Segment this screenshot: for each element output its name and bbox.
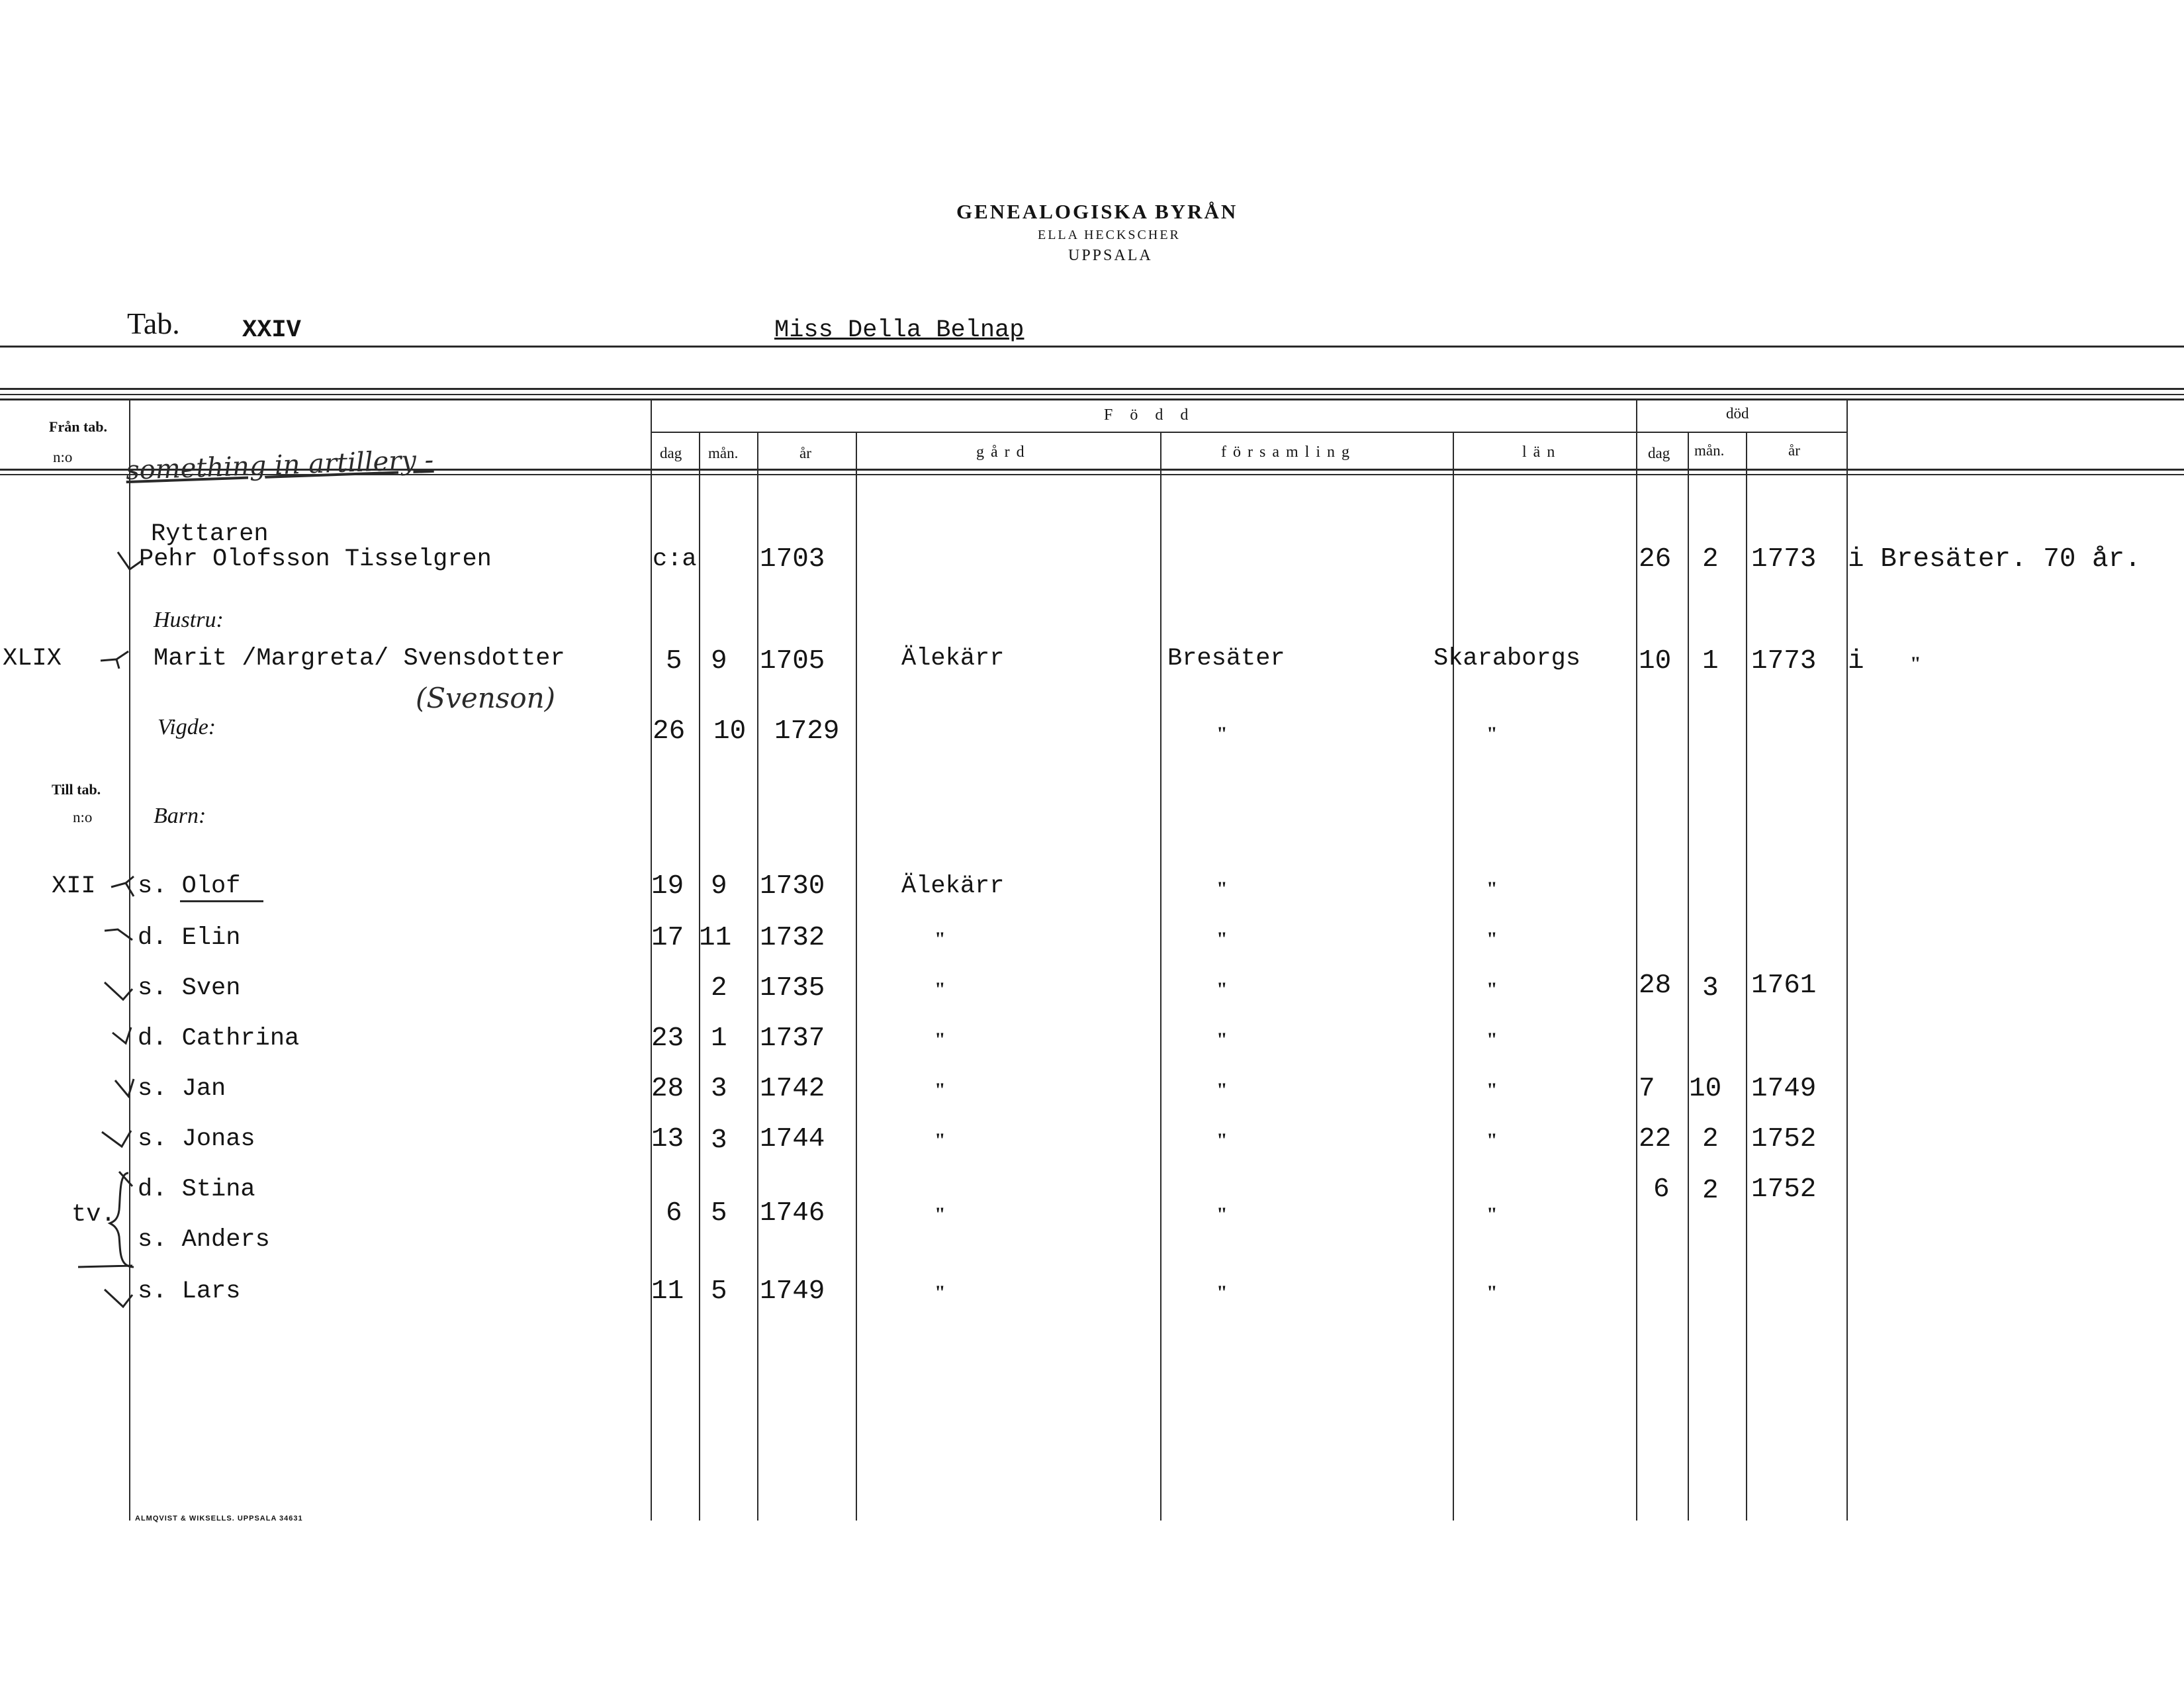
till-tab-heading: Till tab.: [52, 781, 101, 798]
bracket-icon: [73, 1170, 139, 1274]
vigde-ar: 1729: [774, 716, 840, 747]
ditto-mark: ": [1486, 978, 1498, 1000]
child-ar: 1742: [760, 1074, 825, 1104]
wife-dod-ar: 1773: [1751, 646, 1817, 677]
wife-ar: 1705: [760, 646, 825, 677]
child-dod-dag: 6: [1653, 1174, 1670, 1205]
tab-label: Tab.: [127, 306, 180, 340]
child-dag: 19: [651, 871, 684, 902]
child-dag: 28: [651, 1074, 684, 1104]
child-dod-dag: 22: [1639, 1124, 1672, 1154]
husband-dod-ar: 1773: [1751, 544, 1817, 575]
ditto-mark: ": [1486, 1282, 1498, 1303]
husband-born-ar: 1703: [760, 544, 825, 575]
ditto-mark: ": [1486, 1079, 1498, 1101]
ditto-mark: ": [1216, 1129, 1228, 1151]
ditto-mark: ": [934, 1282, 946, 1303]
letterhead-org: GENEALOGISKA BYRÅN: [956, 200, 1238, 223]
fran-nro-heading: n:o: [53, 449, 73, 465]
child-man: 2: [711, 973, 727, 1004]
child-name: s. Olof: [138, 872, 241, 900]
child-ar: 1737: [760, 1023, 825, 1054]
child-dag: 13: [651, 1124, 684, 1154]
ditto-mark: ": [1216, 1282, 1228, 1303]
wife-gard: Älekärr: [901, 645, 1005, 673]
fodd-underline: [652, 432, 1846, 433]
child-dod-ar: 1761: [1751, 970, 1817, 1001]
husband-dod-dag: 26: [1639, 544, 1672, 575]
child-dod-man: 2: [1702, 1124, 1719, 1154]
dod-dag-heading: dag: [1648, 445, 1670, 461]
ditto-mark: ": [1216, 1029, 1228, 1051]
child-ar: 1746: [760, 1198, 825, 1229]
ditto-mark: ": [1216, 1203, 1228, 1225]
ditto-mark: ": [934, 1029, 946, 1051]
handwritten-note-top: something in artillery -: [125, 444, 434, 487]
check-mark-icon: [99, 646, 130, 673]
col-line-ar: [856, 432, 857, 1521]
child-name: d. Stina: [138, 1176, 255, 1203]
ditto-mark: ": [1486, 878, 1498, 900]
dod-heading: död: [1726, 405, 1749, 422]
dod-ar-heading: år: [1788, 442, 1800, 459]
child-name: s. Anders: [138, 1226, 270, 1254]
printer-mark: ALMQVIST & WIKSELLS. UPPSALA 34631: [135, 1515, 303, 1523]
child-ar: 1730: [760, 871, 825, 902]
col-line-dag: [699, 432, 700, 1521]
ditto-mark: ": [1486, 1203, 1498, 1225]
child-name: s. Lars: [138, 1278, 241, 1305]
col-line-lan: [1636, 399, 1637, 1521]
child-man: 1: [711, 1023, 727, 1054]
child-dod-ar: 1749: [1751, 1074, 1817, 1104]
child-name: d. Elin: [138, 924, 241, 952]
child-dod-dag: 7: [1639, 1074, 1655, 1104]
child-name: s. Jan: [138, 1075, 226, 1103]
ditto-mark: ": [1486, 928, 1498, 950]
wife-dod-dag: 10: [1639, 646, 1672, 677]
tab-number: XXIV: [242, 316, 301, 344]
husband-name: Pehr Olofsson Tisselgren: [139, 545, 492, 573]
child-dag: 17: [651, 923, 684, 953]
ditto-mark: ": [934, 928, 946, 950]
check-mark-icon: [101, 1125, 134, 1152]
client-name: Miss Della Belnap: [774, 316, 1024, 344]
wife-dag: 5: [666, 646, 682, 677]
vigde-dag: 26: [653, 716, 686, 747]
husband-dod-man: 2: [1702, 544, 1719, 575]
child-man: 3: [711, 1074, 727, 1104]
child-man: 5: [711, 1198, 727, 1229]
child-dag: 11: [651, 1276, 684, 1307]
ditto-mark: ": [1486, 1029, 1498, 1051]
check-mark-icon: [103, 977, 134, 1002]
ditto-mark: ": [1216, 978, 1228, 1000]
dag-heading: dag: [660, 445, 682, 461]
child-dod-man: 10: [1689, 1074, 1722, 1104]
child-tab: XII: [52, 872, 96, 900]
ditto-mark: ": [1216, 878, 1228, 900]
col-line-dod-man: [1746, 432, 1747, 1521]
child-name-underline: [180, 900, 263, 902]
ditto-mark: ": [1486, 1129, 1498, 1151]
table-top-rule-1: [0, 388, 2184, 390]
ditto-mark: ": [934, 978, 946, 1000]
table-top-rule-3: [0, 399, 2184, 400]
letterhead-city: UPPSALA: [1068, 247, 1153, 264]
col-line-gard: [1160, 432, 1161, 1521]
check-mark-icon: [111, 1026, 135, 1049]
ditto-mark: ": [1216, 928, 1228, 950]
wife-death-note: i: [1848, 646, 1864, 677]
wife-hand-note: (Svenson): [416, 682, 556, 714]
ditto-mark: ": [1486, 723, 1498, 745]
wife-from-tab: XLIX: [3, 645, 62, 673]
child-gard: Älekärr: [901, 872, 1005, 900]
ditto-mark: ": [1216, 1079, 1228, 1101]
check-mark-icon: [110, 874, 136, 900]
fodd-heading: F ö d d: [1104, 406, 1195, 424]
child-name: d. Cathrina: [138, 1025, 300, 1053]
wife-name: Marit /Margreta/ Svensdotter: [154, 645, 565, 673]
husband-death-note: i Bresäter. 70 år.: [1848, 544, 2141, 575]
table-top-rule-2: [0, 394, 2184, 395]
twins-label: tv.: [71, 1201, 116, 1229]
child-dod-man: 3: [1702, 973, 1719, 1004]
man-heading: mån.: [708, 445, 739, 461]
child-man: 9: [711, 871, 727, 902]
ditto-mark: ": [934, 1079, 946, 1101]
child-man: 11: [699, 923, 732, 953]
vigde-man: 10: [713, 716, 747, 747]
col-line-forsamling: [1453, 432, 1454, 1521]
child-name: s. Sven: [138, 974, 241, 1002]
dod-man-heading: mån.: [1694, 442, 1725, 459]
husband-born-dag: c:a: [653, 545, 697, 573]
child-ar: 1732: [760, 923, 825, 953]
wife-lan: Skaraborgs: [1433, 645, 1581, 673]
check-mark-icon: [103, 925, 134, 945]
till-nro-heading: n:o: [73, 809, 93, 825]
child-ar: 1749: [760, 1276, 825, 1307]
letterhead-person: ELLA HECKSCHER: [1038, 228, 1181, 242]
child-dag: 6: [666, 1198, 682, 1229]
child-dag: 23: [651, 1023, 684, 1054]
col-line-name: [651, 399, 652, 1521]
child-dod-ar: 1752: [1751, 1174, 1817, 1205]
child-ar: 1735: [760, 973, 825, 1004]
check-mark-icon: [103, 1284, 134, 1311]
child-dod-man: 2: [1702, 1176, 1719, 1206]
fran-tab-heading: Från tab.: [49, 418, 107, 435]
husband-title: Ryttaren: [151, 520, 269, 548]
child-ar: 1744: [760, 1124, 825, 1154]
wife-dod-man: 1: [1702, 646, 1719, 677]
ditto-mark: ": [1910, 653, 1921, 675]
check-mark-icon: [114, 1078, 136, 1100]
barn-label: Barn:: [154, 804, 206, 828]
ditto-mark: ": [1216, 723, 1228, 745]
ditto-mark: ": [934, 1129, 946, 1151]
col-line-dod-dag: [1688, 432, 1689, 1521]
col-line-man: [757, 432, 758, 1521]
forsamling-heading: församling: [1221, 444, 1356, 461]
ditto-mark: ": [934, 1203, 946, 1225]
child-name: s. Jonas: [138, 1125, 255, 1153]
child-man: 3: [711, 1125, 727, 1156]
wife-man: 9: [711, 646, 727, 677]
ar-heading: år: [799, 445, 811, 461]
gard-heading: gård: [976, 444, 1031, 461]
check-mark-icon: [116, 547, 144, 573]
vigde-label: Vigde:: [158, 715, 216, 739]
tab-rule: [0, 346, 2184, 348]
child-dod-dag: 28: [1639, 970, 1672, 1001]
wife-forsamling: Bresäter: [1167, 645, 1285, 673]
hustru-label: Hustru:: [154, 608, 224, 632]
child-dod-ar: 1752: [1751, 1124, 1817, 1154]
lan-heading: län: [1522, 444, 1562, 461]
child-man: 5: [711, 1276, 727, 1307]
